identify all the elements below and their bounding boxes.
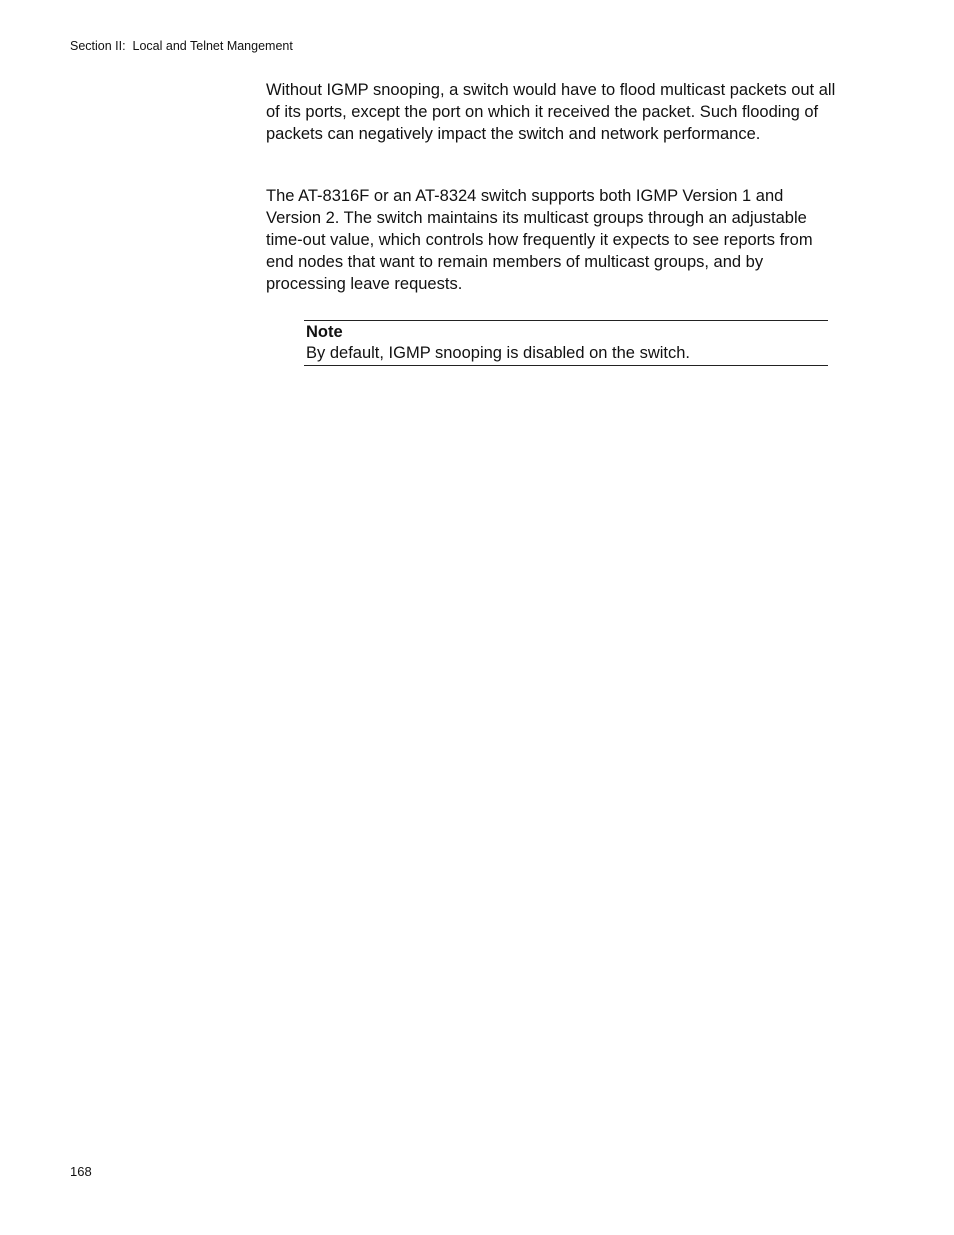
page-number: 168 [70,1164,92,1179]
note-title: Note [306,323,343,341]
running-header: Section II: Local and Telnet Mangement [70,39,293,53]
body-paragraph-2 [266,185,836,295]
note-box [304,320,828,366]
paragraph-text: The AT-8316F or an AT-8324 switch supports both IGMP Version 1 and Version 2. The switch maintains its multicast groups through an adjustable time-out value, which controls how frequently it expects to see reports from end nodes that want to remain members of multicast groups, and by processing leave requests. [266,187,813,293]
note-text: By default, IGMP snooping is disabled on the switch. [306,344,690,362]
body-paragraph-1 [266,79,836,145]
paragraph-text: Without IGMP snooping, a switch would have to flood multicast packets out all of its ports, except the port on which it received the packet. Such flooding of packets can negatively impact the switch and network performance. [266,81,836,143]
